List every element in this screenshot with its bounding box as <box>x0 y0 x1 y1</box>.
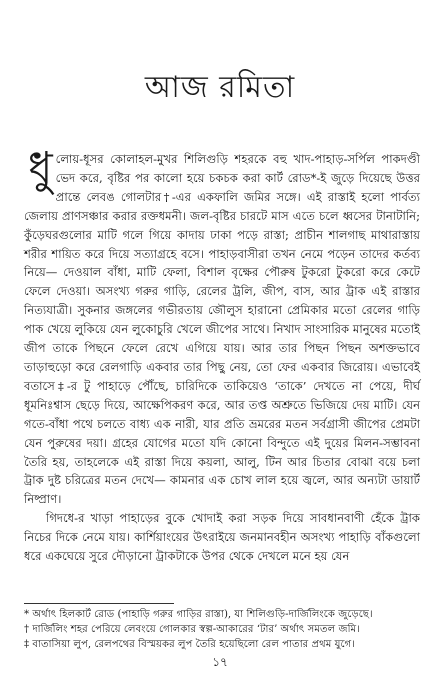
paragraph-1 <box>24 143 420 509</box>
footnote-3: ‡ বাতাসিয়া লুপ, রেলপথের বিস্ময়কর লুপ তৈরি হয়েছিলো রেল পাতার প্রথম যুগে। <box>24 638 355 650</box>
drop-cap: ধু <box>28 143 53 194</box>
footnote-divider <box>24 603 174 604</box>
footnote-2: † দার্জিলিং শহর পেরিয়ে লেবংয়ে গোলকার স্বল্প-আকারের ‘টার’ অর্থাৎ সমতল জমি। <box>24 623 360 635</box>
paragraph-1-text: লোয়-ধূসর কোলাহল-মুখর শিলিগুড়ি শহরকে বহু খাদ-পাহাড়-সর্পিল পাকদণ্ডী ভেদ করে, বৃষ্টির পর কালো হয়ে চকচক করা কার্ট রোড*-ই জুড়ে দিয়েছে উত্তর প্রান্তে লেবঙ গোলটার†-এর একফালি জমির সঙ্গে। এই রাস্তাই হলো পার্বত্য জেলায় প্রাণসঞ্চার করার রক্তধমনী। জল-বৃষ্টির চারটে মাস এতে চলে ধ্বসের টানাটানি; কুঁড়েঘরগুলোর মাটি গলে গিয়ে কাদায় ঢাকা পড়ে রাস্তা; প্রাচীন শালগাছ মাথারাস্তায় শরীর শায়িত করে দিয়ে সত্যাগ্রহে বসে। পাহাড়বাসীরা তখন নেমে পড়েন তাদের কর্তব্য নিয়ে— দেওয়াল বাঁধা, মাটি ফেলা, বিশাল বৃক্ষের পৌরুষ টুকরো টুকরো করে কেটে ফেলে দেওয়া। অসংখ্য গরুর গাড়ি, রেলের ট্রলি, জীপ, বাস, আর ট্রাক এই রাস্তার নিত্যযাত্রী। সুকনার জঙ্গলের গভীরতায় জৌলুস হারানো প্রেমিকার মতো রেলের গাড়ি পাক খেয়ে লুকিয়ে যেন লুকোচুরি খেলে জীপের সাথে। নিখাদ সাংসারিক মানুষের মতোই জীপ তাকে পিছনে ফেলে রেখে এগিয়ে যায়। আর তার পিছন পিছন অশক্তভাবে তাড়াহুড়ো করে রেলগাড়ি একবার তার পিছু নেয়, তো ফের একবার জিরোয়। এভাবেই বতাসে‡-র টু পাহাড়ে পৌঁছে, চারিদিকে তাকিয়েও ‘তাকে’ দেখতে না পেয়ে, দীর্ঘ ধূমনিঃশ্বাস ছেড়ে দিয়ে, আক্ষেপিকরণ করে, আর তপ্ত অশ্রুতে ভিজিয়ে দেয় মাটি। যেন গতে-বাঁধা পথে চলতে বাধ্য এক নারী, যার প্রতি ভ্রমরের মতন সর্বগ্রাসী জীপের প্রেমটা যেন পুরুষের দয়া। গ্রহের যোগের মতো যদি কোনো বিন্দুতে এই দুয়ের মিলন-সম্ভাবনা তৈরি হয়, তাহলেকে এই রাস্তা দিয়ে কয়লা, আলু, টিন আর চিতার বোঝা বয়ে চলা ট্রাক দুষ্ট চরিত্রের মতন দেখে— কামনার এক চোখ লাল হয়ে জ্বলে, আর অন্যটা ডায়ার্ট নিষ্প্রাণ। <box>24 152 420 507</box>
paragraph-2: গিদধে-র খাড়া পাহাড়ের বুকে খোদাই করা সড়ক দিয়ে সাবধানবাণী হেঁকে ট্রাক নিচের দিকে নেমে যায়। কার্শিয়াংয়ের উৎরাইয়ে জনমানবহীন অসংখ্য পাহাড়ি বাঁকগুলো ধরে একঘেয়ে সুরে দৌড়ানো ট্রাকটাকে উপর থেকে দেখলে মনে হয় যেন <box>24 511 420 564</box>
footnote-1: * অর্থাৎ হিলকার্ট রোড (পাহাড়ি গরুর গাড়ির রাস্তা), যা শিলিগুড়ি-দার্জিলিংকে জুড়েছে। <box>24 609 373 620</box>
page-number: ১৭ <box>212 655 228 669</box>
chapter-title: আজ রমিতা <box>144 70 296 105</box>
body-text <box>24 143 420 566</box>
footnotes <box>24 603 420 652</box>
